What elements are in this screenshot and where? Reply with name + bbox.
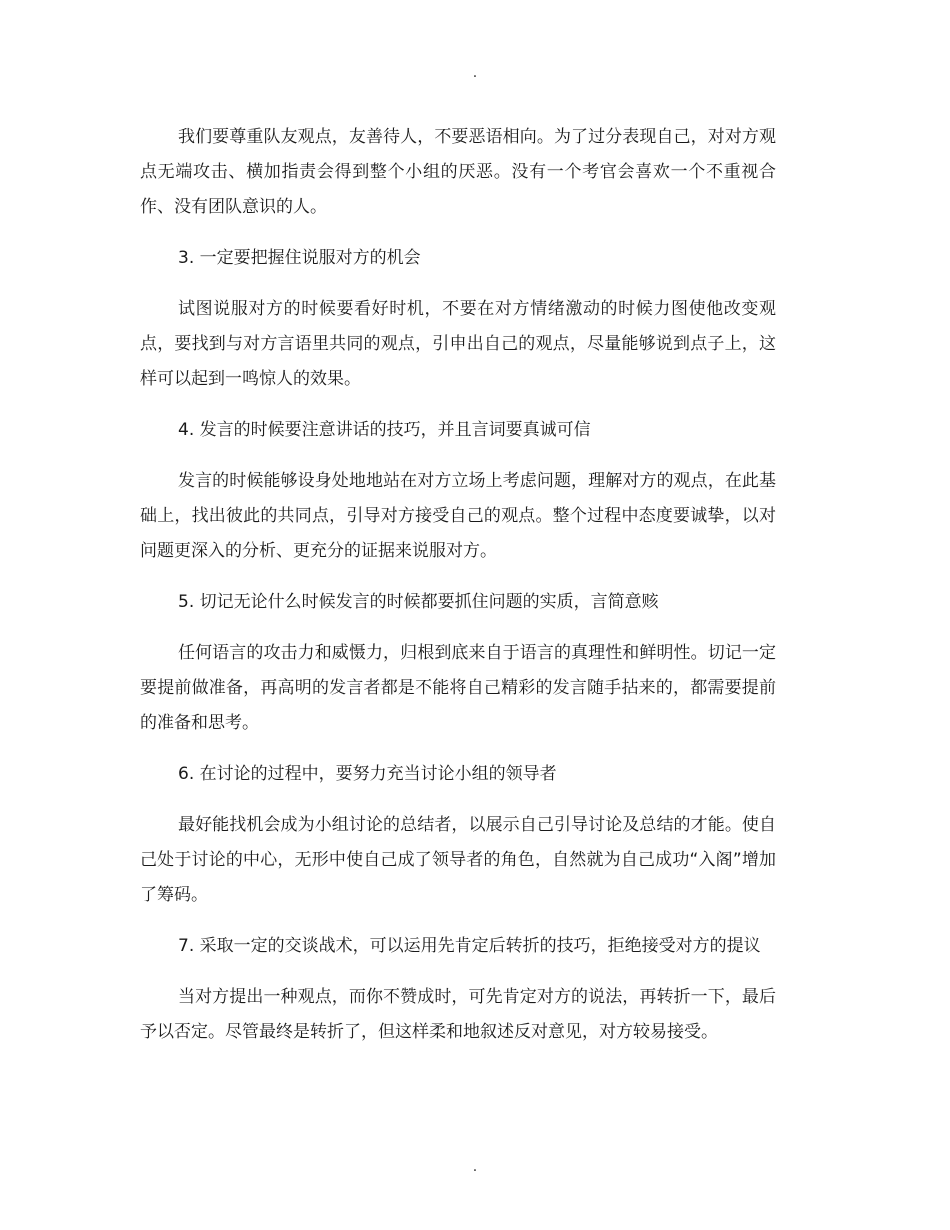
header-mark: .	[472, 65, 478, 81]
paragraph-point-4: 发言的时候能够设身处地地站在对方立场上考虑问题，理解对方的观点，在此基础上，找出彼此的共同点，引导对方接受自己的观点。整个过程中态度要诚挚，以对问题更深入的分析、更充分的证据来说服对方。	[140, 471, 776, 561]
heading-point-5: 5. 切记无论什么时候发言的时候都要抓住问题的实质，言简意赅	[178, 592, 659, 612]
heading-point-7: 7. 采取一定的交谈战术，可以运用先肯定后转折的技巧，拒绝接受对方的提议	[178, 936, 761, 956]
paragraph-point-6: 最好能找机会成为小组讨论的总结者，以展示自己引导讨论及总结的才能。使自己处于讨论的中心，无形中使自己成了领导者的角色，自然就为自己成功“入阁”增加了筹码。	[140, 815, 776, 905]
footer-mark: .	[472, 1159, 478, 1175]
heading-point-3: 3. 一定要把握住说服对方的机会	[178, 248, 421, 268]
paragraph-point-5: 任何语言的攻击力和威慑力，归根到底来自于语言的真理性和鲜明性。切记一定要提前做准备，再高明的发言者都是不能将自己精彩的发言随手拈来的，都需要提前的准备和思考。	[140, 643, 776, 733]
document-body	[140, 120, 776, 1050]
paragraph-point-7: 当对方提出一种观点，而你不赞成时，可先肯定对方的说法，再转折一下，最后予以否定。尽管最终是转折了，但这样柔和地叙述反对意见，对方较易接受。	[140, 987, 776, 1042]
paragraph-point-3: 试图说服对方的时候要看好时机，不要在对方情绪激动的时候力图使他改变观点，要找到与对方言语里共同的观点，引申出自己的观点，尽量能够说到点子上，这样可以起到一鸣惊人的效果。	[140, 299, 776, 389]
paragraph-respect-teammates: 我们要尊重队友观点，友善待人，不要恶语相向。为了过分表现自己，对对方观点无端攻击、横加指责会得到整个小组的厌恶。没有一个考官会喜欢一个不重视合作、没有团队意识的人。	[140, 127, 776, 217]
heading-point-4: 4. 发言的时候要注意讲话的技巧，并且言词要真诚可信	[178, 420, 591, 440]
heading-point-6: 6. 在讨论的过程中，要努力充当讨论小组的领导者	[178, 764, 557, 784]
